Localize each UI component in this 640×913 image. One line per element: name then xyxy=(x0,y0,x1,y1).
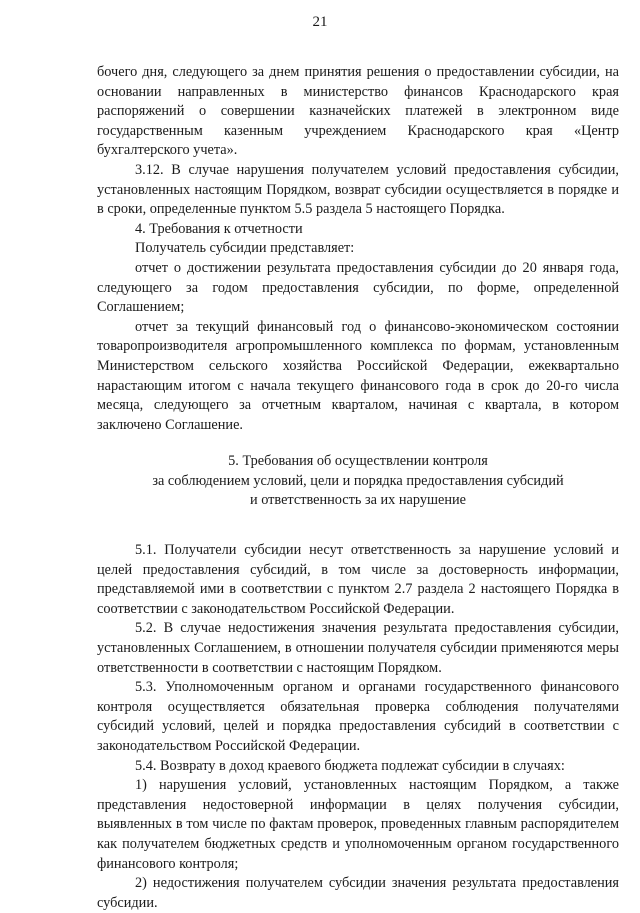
paragraph-report-financial: отчет за текущий финансовый год о финансово-экономическом состоянии товаропроизводителя агропромышленного комплекса по формам, установленным Министерством сельского хозяйства Российской Федерации, ежеквартально нарастающим итогом с начала текущего финансового года в срок до 20-го числа месяца, следующего за отчетным кварталом, начиная с квартала, в котором заключено Соглашение. xyxy=(97,318,619,433)
paragraph-5-4-item-2: 2) недостижения получателем субсидии значения результата предоставления субсидии. xyxy=(97,875,619,911)
paragraph-3-12: 3.12. В случае нарушения получателем условий предоставления субсидии, установленных настоящим Порядком, возврат субсидии осуществляется в порядке и в сроки, определенные пунктом 5.5 раздела 5 настоящего Порядка. xyxy=(97,161,619,218)
paragraph-5-1: 5.1. Получатели субсидии несут ответственность за нарушение условий и целей предоставления субсидий, в том числе за достоверность информации, представляемой ими в соответствии с пунктом 2.7 раздела 2 настоящего Порядка в соответствии с законодательством Российской Федерации. xyxy=(97,542,619,617)
section-5-heading-line: 5. Требования об осуществлении контроля xyxy=(228,453,488,470)
paragraph-continuation: бочего дня, следующего за днем принятия решения о предоставлении субсидии, на основании направленных в министерство финансов Краснодарского края распоряжений о совершении казначейских платежей в электронном виде государственным казенным учреждением Краснодарского края «Центр бухгалтерского учета». xyxy=(97,64,619,159)
section-5-heading-line: и ответственность за их нарушение xyxy=(249,492,467,509)
section-4-heading: 4. Требования к отчетности xyxy=(135,220,303,237)
paragraph-5-3: 5.3. Уполномоченным органом и органами государственного финансового контроля осуществляется обязательная проверка соблюдения получателями субсидий условий, целей и порядка предоставления субсидий в соответствии с законодательством Российской Федерации. xyxy=(97,679,619,754)
paragraph-5-4-item-1: 1) нарушения условий, установленных настоящим Порядком, а также представления недостоверной информации в целях получения субсидии, выявленных в том числе по фактам проверок, проведенных главным распорядителем как получателем бюджетных средств и уполномоченным органом государственного финансового контроля; xyxy=(97,777,619,872)
section-5-heading xyxy=(97,452,619,511)
paragraph-5-4: 5.4. Возврату в доход краевого бюджета подлежат субсидии в случаях: xyxy=(135,757,565,774)
paragraph-5-2: 5.2. В случае недостижения значения результата предоставления субсидии, установленных Соглашением, в отношении получателя субсидии применяются меры ответственности в соответствии с настоящим Порядком. xyxy=(97,620,619,676)
page-number: 21 xyxy=(312,14,328,30)
paragraph-report-result: отчет о достижении результата предоставления субсидии до 20 января года, следующего за годом предоставления субсидии, по форме, определенной Соглашением; xyxy=(97,259,619,316)
paragraph-recipient-submits: Получатель субсидии представляет: xyxy=(135,240,355,257)
section-5-heading-line: за соблюдением условий, цели и порядка предоставления субсидий xyxy=(152,472,564,489)
document-body xyxy=(97,63,619,913)
